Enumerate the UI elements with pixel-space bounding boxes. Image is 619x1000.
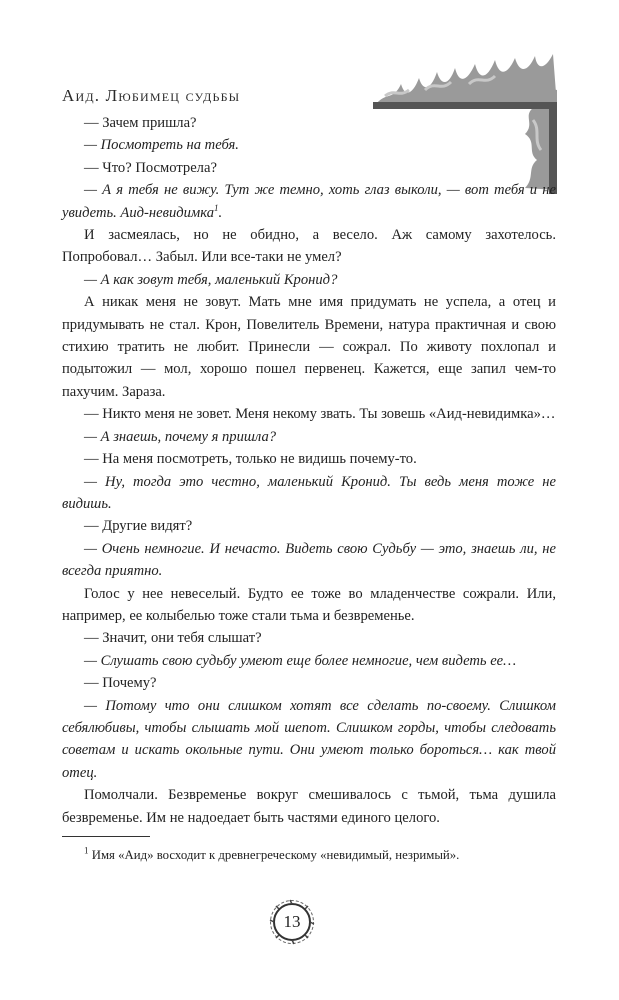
paragraph-tail: . (218, 204, 223, 221)
paragraph: — Потому что они слишком хотят все сделать по-своему. Слишком себялюбивы, чтобы слышать мой шепот. Слишком горды, чтобы следовать советам и искать окольные пути. Они умеют только бороться… как твой отец. (62, 697, 556, 781)
paragraph: — Слушать свою судьбу умеют еще более немногие, чем видеть ее… (84, 652, 517, 669)
footnote-text: Имя «Аид» восходит к древнегреческому «невидимый, незримый». (91, 848, 460, 862)
footnote-divider (62, 836, 150, 837)
paragraph: — Очень немногие. И нечасто. Видеть свою Судьбу — это, знаешь ли, не всегда приятно. (62, 540, 556, 580)
paragraph: А никак меня не зовут. Мать мне имя придумать не успела, а отец и придумывать не стал. Крон, Повелитель Времени, натура практичная и свою стихию тратить не любит. Принесли — сожрал. По животу похлопал и подытожил — мол, хорошо пошел первенец. Кажется, еще запил чем-то пахучим. Зараза. (62, 294, 556, 400)
footnote (62, 845, 556, 865)
paragraph: — Зачем пришла? (84, 115, 197, 131)
paragraph: Помолчали. Безвременье вокруг смешивалось с тьмой, тьма душила безвременье. Им не надоедает быть частями единого целого. (62, 787, 556, 826)
footnote-ref: 1 (214, 202, 219, 213)
footnote-marker: 1 (84, 845, 89, 856)
running-head: Аид. Любимец судьбы (62, 86, 241, 105)
paragraph: — Значит, они тебя слышат? (84, 630, 262, 647)
paragraph: — Другие видят? (84, 518, 193, 535)
page-number: 13 (283, 912, 301, 931)
paragraph: — Что? Посмотрела? (84, 159, 217, 176)
paragraph: И засмеялась, но не обидно, а весело. Аж самому захотелось. Попробовал… Забыл. Или все-таки не умел? (62, 227, 556, 266)
paragraph: Голос у нее невеселый. Будто ее тоже во младенчестве сожрали. Или, например, ее колыбелью тоже стали тьма и безвременье. (62, 585, 556, 624)
paragraph: — А знаешь, почему я пришла? (84, 428, 277, 445)
paragraph (62, 179, 556, 224)
paragraph: — Никто меня не зовет. Меня некому звать. Ты зовешь «Аид-невидимка»… (84, 406, 556, 423)
paragraph: — А как зовут тебя, маленький Кронид? (84, 271, 338, 288)
paragraph: — На меня посмотреть, только не видишь почему-то. (84, 451, 417, 468)
body-text (62, 112, 556, 829)
paragraph: — Почему? (84, 675, 157, 692)
paragraph: — Ну, тогда это честно, маленький Кронид. Ты ведь меня тоже не видишь. (62, 473, 556, 512)
paragraph: — Посмотреть на тебя. (84, 137, 239, 154)
paragraph-text: — А я тебя не вижу. Тут же темно, хоть глаз выколи, — вот тебя и не увидеть. Аид-невидимка (62, 182, 556, 221)
